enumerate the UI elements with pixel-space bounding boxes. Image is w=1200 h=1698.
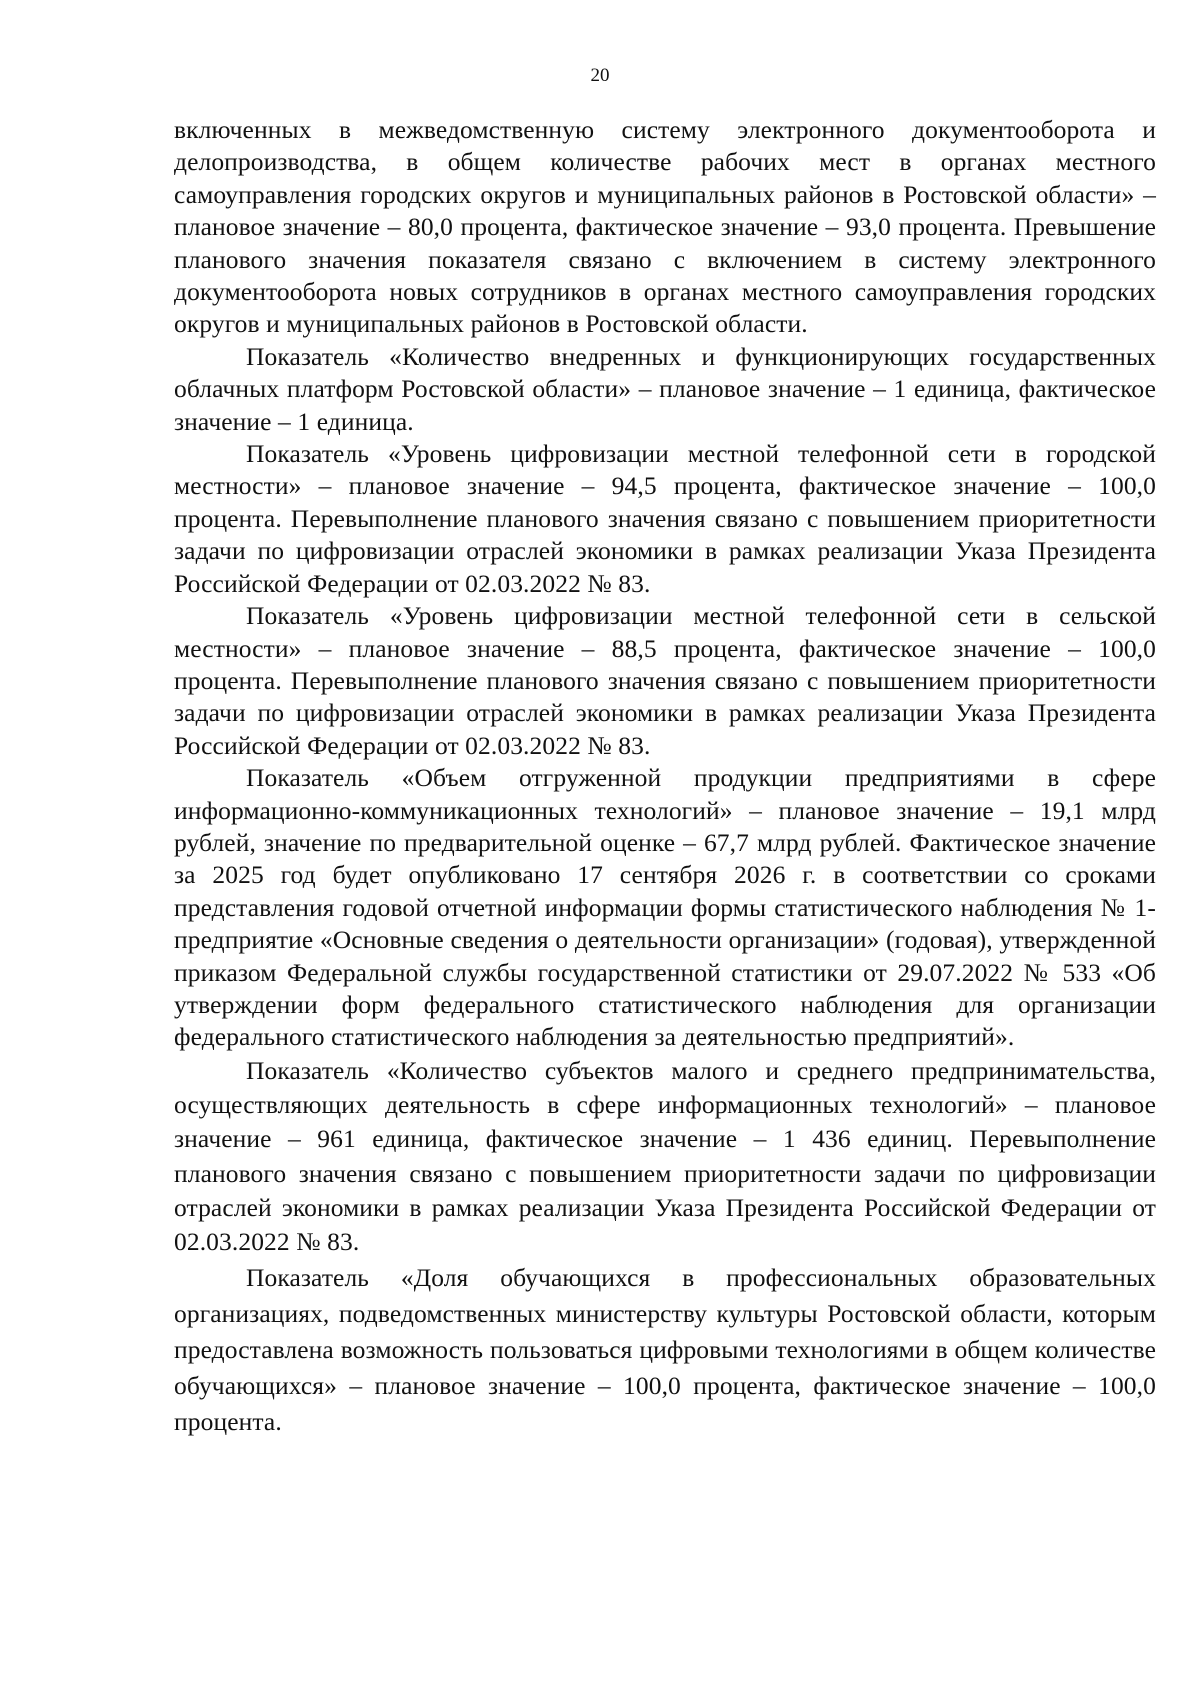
page-number: 20 — [590, 65, 610, 86]
paragraph-sme-it: Показатель «Количество субъектов малого и среднего предпринимательства, осуществляющих деятельность в сфере информационных технологий» – плановое значение – 961 единица, фактическое значение – 1 436 единиц. Перевыполнение планового значения связано с повышением приоритетности задачи по цифровизации отраслей экономики в рамках реализации Указа Президента Российской Федерации от 02.03.2022 № 83. — [174, 1055, 1156, 1257]
paragraph-students-digital: Показатель «Доля обучающихся в профессиональных образовательных организациях, подведомственных министерству культуры Ростовской области, которым предоставлена возможность пользоваться цифровыми технологиями в общем количестве обучающихся» – плановое значение – 100,0 процента, фактическое значение – 100,0 процента. — [174, 1262, 1156, 1436]
document-body — [174, 114, 1156, 1440]
paragraph-cloud-platforms: Показатель «Количество внедренных и функционирующих государственных облачных платформ Ростовской области» – плановое значение – 1 единица, фактическое значение – 1 единица. — [174, 341, 1156, 436]
paragraph-ict-production: Показатель «Объем отгруженной продукции предприятиями в сфере информационно-коммуникационных технологий» – плановое значение – 19,1 млрд рублей, значение по предварительной оценке – 67,7 млрд рублей. Фактическое значение за 2025 год будет опубликовано 17 сентября 2026 г. в соответствии со сроками представления годовой отчетной информации формы статистического наблюдения № 1-предприятие «Основные сведения о деятельности организации» (годовая), утвержденной приказом Федеральной службы государственной статистики от 29.07.2022 № 533 «Об утверждении форм федерального статистического наблюдения для организации федерального статистического наблюдения за деятельностью предприятий». — [174, 763, 1156, 1052]
paragraph-urban-telephony: Показатель «Уровень цифровизации местной телефонной сети в городской местности» – плановое значение – 94,5 процента, фактическое значение – 100,0 процента. Перевыполнение планового значения связано с повышением приоритетности задачи по цифровизации отраслей экономики в рамках реализации Указа Президента Российской Федерации от 02.03.2022 № 83. — [174, 439, 1156, 598]
paragraph-continuation: включенных в межведомственную систему электронного документооборота и делопроизводства, в общем количестве рабочих мест в органах местного самоуправления городских округов и муниципальных районов в Ростовской области» – плановое значение – 80,0 процента, фактическое значение – 93,0 процента. Превышение планового значения показателя связано с включением в систему электронного документооборота новых сотрудников в органах местного самоуправления городских округов и муниципальных районов в Ростовской области. — [174, 115, 1156, 339]
paragraph-rural-telephony: Показатель «Уровень цифровизации местной телефонной сети в сельской местности» – плановое значение – 88,5 процента, фактическое значение – 100,0 процента. Перевыполнение планового значения связано с повышением приоритетности задачи по цифровизации отраслей экономики в рамках реализации Указа Президента Российской Федерации от 02.03.2022 № 83. — [174, 601, 1156, 760]
